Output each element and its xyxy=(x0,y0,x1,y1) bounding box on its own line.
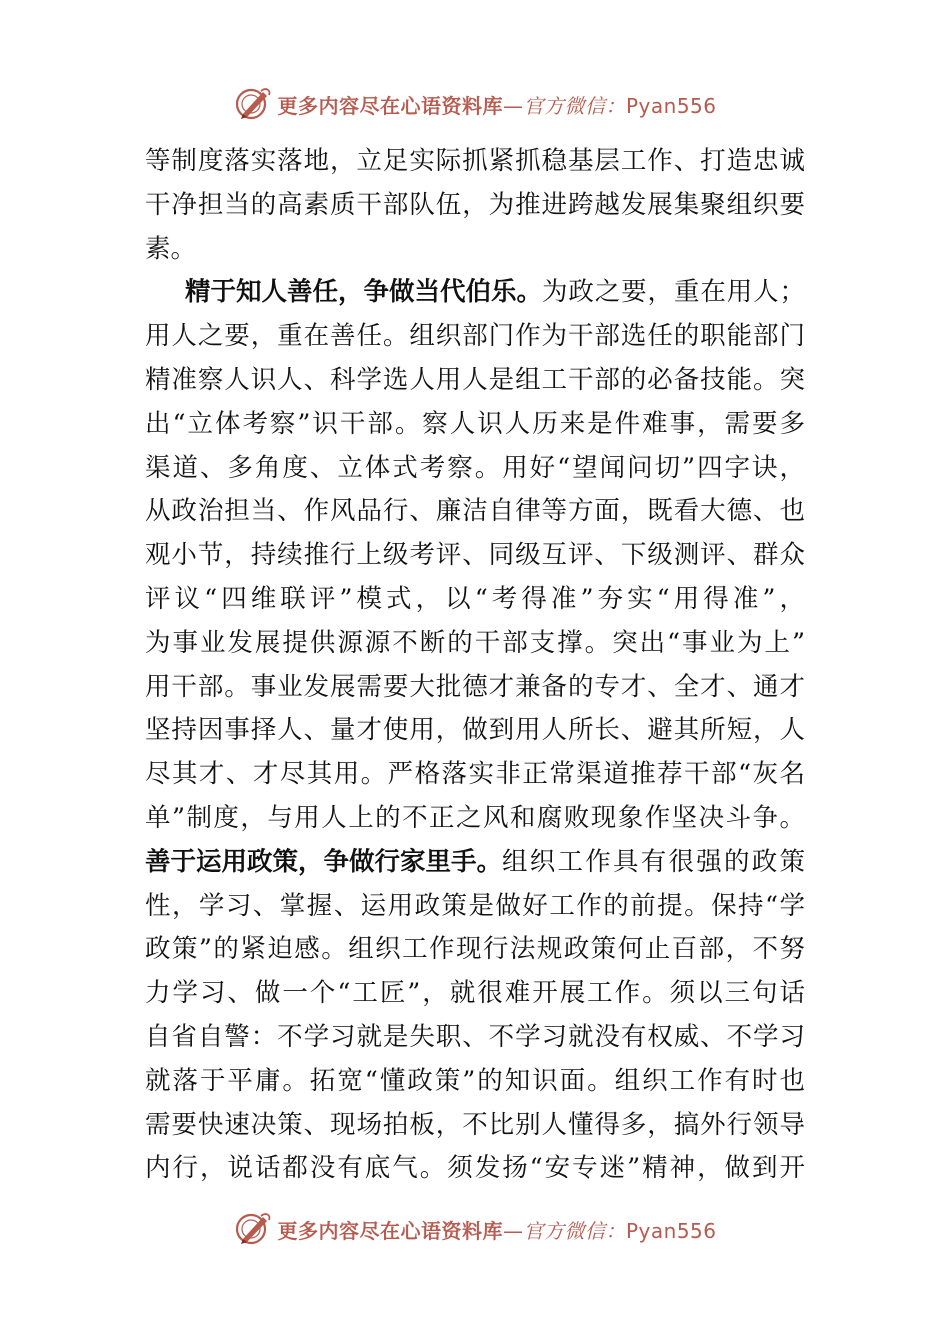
text-line: 政策”的紧迫感。组织工作现行法规政策何止百部，不努 xyxy=(145,934,805,965)
text-line: 力学习、做一个“工匠”，就很难开展工作。须以三句话 xyxy=(145,978,805,1009)
pen-logo-icon xyxy=(233,1209,273,1249)
text-line: 用人之要，重在善任。组织部门作为干部选任的职能部门 xyxy=(145,321,805,352)
section-heading: 精于知人善任，争做当代伯乐。 xyxy=(185,277,543,308)
paragraph-first-line xyxy=(145,271,805,315)
text-line: 评议“四维联评”模式，以“考得准”夯实“用得准”， xyxy=(145,583,805,614)
text-line: 等制度落实落地，立足实际抓紧抓稳基层工作、打造忠诚 xyxy=(145,146,805,176)
banner-text xyxy=(277,1215,716,1244)
text-line: 观小节，持续推行上级考评、同级互评、下级测评、群众 xyxy=(145,540,805,571)
banner-dash: — xyxy=(502,1218,524,1243)
pen-logo-icon xyxy=(233,84,273,124)
paragraph-first-line xyxy=(145,841,805,885)
paragraph-1 xyxy=(145,140,805,271)
text-line: 干净担当的高素质干部队伍，为推进跨越发展集聚组织要 xyxy=(145,189,805,220)
text-line: 就落于平庸。拓宽“懂政策”的知识面。组织工作有时也 xyxy=(145,1065,805,1096)
text-line: 为政之要，重在用人； xyxy=(542,277,805,308)
text-line: 需要快速决策、现场拍板，不比别人懂得多，搞外行领导 xyxy=(145,1109,805,1140)
text-line: 坚持因事择人、量才使用，做到用人所长、避其所短，人 xyxy=(145,715,805,746)
text-line: 尽其才、才尽其用。严格落实非正常渠道推荐干部“灰名 xyxy=(145,759,805,790)
text-line: 内行，说话都没有底气。须发扬“安专迷”精神，做到开 xyxy=(145,1153,805,1184)
text-line: 单”制度，与用人上的不正之风和腐败现象作坚决斗争。 xyxy=(145,802,805,833)
text-line: 素。 xyxy=(145,233,197,264)
paragraph-2 xyxy=(145,271,805,840)
banner-text xyxy=(277,90,716,119)
text-line: 为事业发展提供源源不断的干部支撑。突出“事业为上” xyxy=(145,627,805,658)
banner-dash: — xyxy=(502,93,524,118)
banner-handle: Pyan556 xyxy=(625,93,717,118)
text-line: 从政治担当、作风品行、廉洁自律等方面，既看大德、也 xyxy=(145,496,805,527)
section-heading: 善于运用政策，争做行家里手。 xyxy=(145,846,503,877)
text-line: 自省自警：不学习就是失职、不学习就没有权威、不学习 xyxy=(145,1021,805,1052)
text-line: 精准察人识人、科学选人用人是组工干部的必备技能。突 xyxy=(145,364,805,395)
text-line: 出“立体考察”识干部。察人识人历来是件难事，需要多 xyxy=(145,408,805,439)
text-line: 性，学习、掌握、运用政策是做好工作的前提。保持“学 xyxy=(145,890,805,921)
banner-cn: 更多内容尽在心语资料库 xyxy=(277,93,503,118)
text-line: 组织工作具有很强的政策 xyxy=(502,846,805,877)
document-body xyxy=(145,140,805,1191)
banner-cn: 更多内容尽在心语资料库 xyxy=(277,1218,503,1243)
text-line: 用干部。事业发展需要大批德才兼备的专才、全才、通才 xyxy=(145,671,805,702)
banner-wechat-label: 官方微信： xyxy=(523,1218,626,1243)
paragraph-3 xyxy=(145,841,805,1191)
banner-handle: Pyan556 xyxy=(625,1218,717,1243)
footer-banner xyxy=(0,1207,950,1251)
banner-wechat-label: 官方微信： xyxy=(523,93,626,118)
header-banner xyxy=(0,82,950,126)
text-line: 渠道、多角度、立体式考察。用好“望闻问切”四字诀， xyxy=(145,452,805,483)
